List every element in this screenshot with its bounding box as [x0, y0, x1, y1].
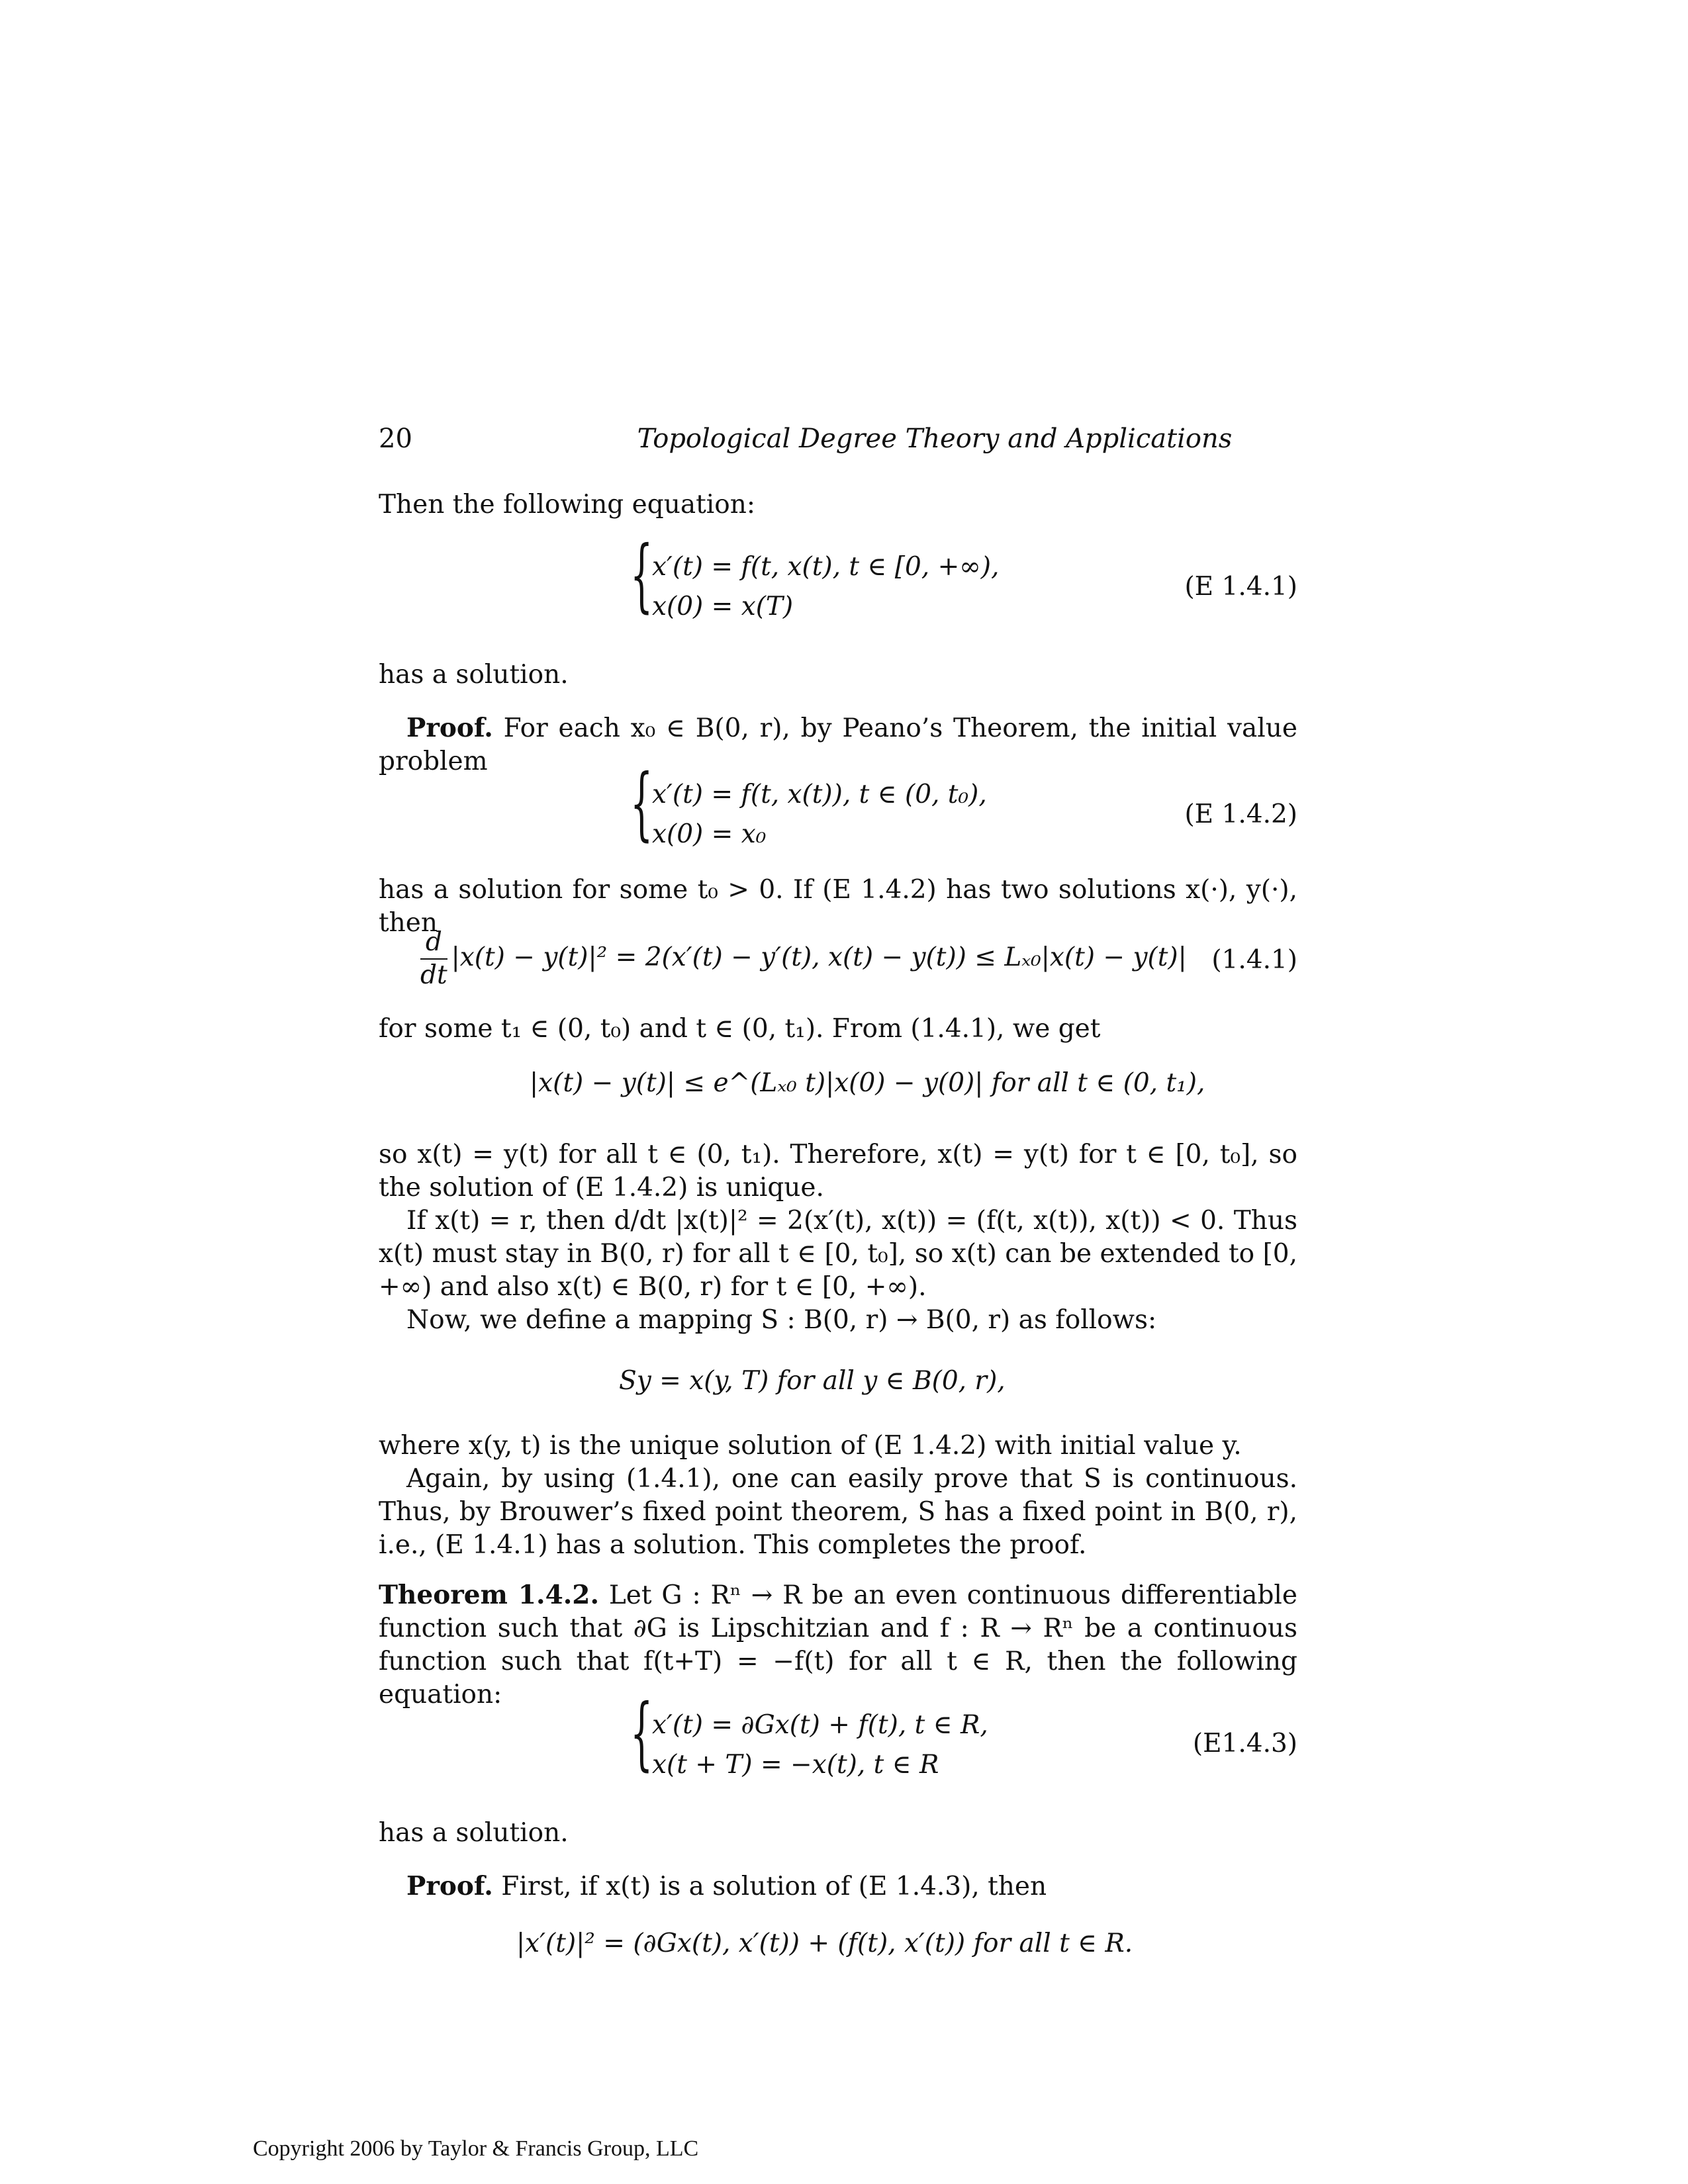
intro-line: Then the following equation: — [379, 490, 755, 520]
mapping-equation: Sy = x(y, T) for all y ∈ B(0, r), — [619, 1366, 1006, 1396]
eq-e142-line2: x(0) = x₀ — [652, 819, 767, 849]
fraction-numerator: d — [420, 927, 447, 960]
eq-e141-line1: x′(t) = f(t, x(t), t ∈ [0, +∞), — [652, 552, 1000, 582]
derivative-fraction — [420, 927, 447, 991]
running-title: Topological Degree Theory and Applications — [637, 424, 1233, 454]
eq-e143-label: (E1.4.3) — [1192, 1729, 1297, 1758]
has-solution-2: has a solution. — [379, 1818, 569, 1848]
eq-141-body: |x(t) − y(t)|² = 2(x′(t) − y′(t), x(t) − y(t)) ≤ Lₓ₀|x(t) − y(t)| — [451, 942, 1187, 972]
left-brace: { — [630, 758, 653, 850]
theorem-heading: Theorem 1.4.2. — [379, 1580, 600, 1610]
theorem-paragraph — [379, 1578, 1297, 1711]
for-some-line: for some t₁ ∈ (0, t₀) and t ∈ (0, t₁). From (1.4.1), we get — [379, 1014, 1101, 1044]
eq-e143-line1: x′(t) = ∂Gx(t) + f(t), t ∈ R, — [652, 1710, 988, 1740]
has-solution-1: has a solution. — [379, 660, 569, 690]
again-paragraph: Again, by using (1.4.1), one can easily prove that S is continuous. Thus, by Brouwer’s fixed point theorem, S has a fixed point in B(0, r), i.e., (E 1.4.1) has a solution. This completes the proof. — [379, 1464, 1297, 1560]
eq-e142-label: (E 1.4.2) — [1184, 799, 1297, 829]
fraction-denominator: dt — [420, 960, 447, 990]
proof1-heading: Proof. — [406, 713, 493, 743]
unique-paragraph: so x(t) = y(t) for all t ∈ (0, t₁). Therefore, x(t) = y(t) for t ∈ [0, t₀], so the solution of (E 1.4.2) is unique. — [379, 1140, 1297, 1203]
theorem-text: Let G : Rⁿ → R be an even continuous differentiable function such that ∂G is Lipschitzian and f : R → Rⁿ be a continuous function such that f(t+T) = −f(t) for all t ∈ R, then the following equation: — [379, 1580, 1297, 1709]
if-paragraph: If x(t) = r, then d/dt |x(t)|² = 2(x′(t), x(t)) = (f(t, x(t)), x(t)) < 0. Thus x(t) must stay in B(0, r) for all t ∈ [0, t₀], so x(t) can be extended to [0, +∞) and also x(t) ∈ B(0, r) for t ∈ [0, +∞). — [379, 1206, 1297, 1302]
gronwall-equation: |x(t) − y(t)| ≤ e^(Lₓ₀ t)|x(0) − y(0)| for all t ∈ (0, t₁), — [530, 1068, 1205, 1098]
eq-e141-label: (E 1.4.1) — [1184, 572, 1297, 602]
eq-141-label: (1.4.1) — [1211, 945, 1297, 975]
left-brace: { — [630, 529, 653, 621]
proof1-text: For each x₀ ∈ B(0, r), by Peano’s Theorem, the initial value problem — [379, 713, 1297, 776]
eq-e142-line1: x′(t) = f(t, x(t)), t ∈ (0, t₀), — [652, 780, 987, 809]
proof1-paragraph — [379, 711, 1297, 778]
proof2-heading: Proof. — [406, 1871, 493, 1901]
eq-e143-line2: x(t + T) = −x(t), t ∈ R — [652, 1750, 939, 1780]
now-paragraph: Now, we define a mapping S : B(0, r) → B(0, r) as follows: — [406, 1305, 1157, 1335]
where-line: where x(y, t) is the unique solution of (E 1.4.2) with initial value y. — [379, 1431, 1242, 1461]
final-equation: |x′(t)|² = (∂Gx(t), x′(t)) + (f(t), x′(t)) for all t ∈ R. — [516, 1929, 1133, 1958]
running-header — [379, 424, 1292, 463]
eq-e141-line2: x(0) = x(T) — [652, 592, 794, 621]
proof2-paragraph — [379, 1870, 1297, 1903]
two-solutions-line: has a solution for some t₀ > 0. If (E 1.4.2) has two solutions x(·), y(·), then — [379, 875, 1297, 938]
left-brace: { — [630, 1688, 653, 1780]
proof2-text: First, if x(t) is a solution of (E 1.4.3), then — [501, 1872, 1047, 1901]
eq-141 — [420, 927, 1187, 991]
copyright-footer: Copyright 2006 by Taylor & Francis Group, LLC — [253, 2136, 699, 2161]
page-number: 20 — [379, 424, 412, 454]
